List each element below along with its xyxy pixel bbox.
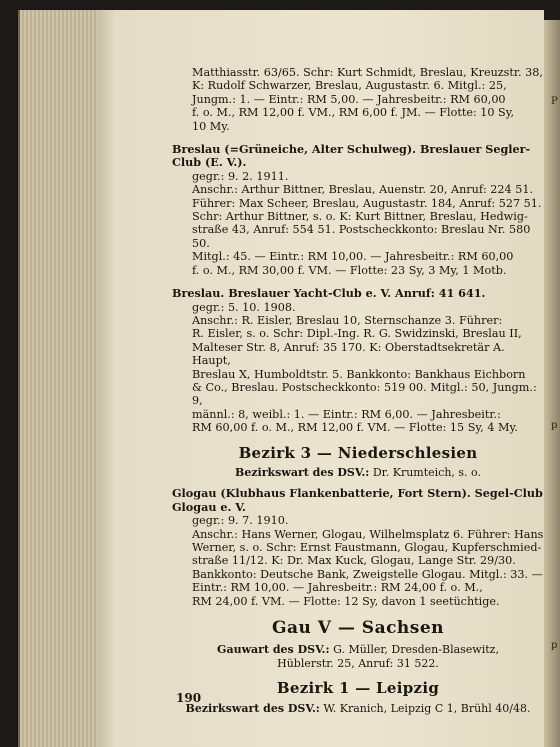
- gau-warden: [172, 643, 544, 670]
- warden-label: Bezirkswart des DSV.:: [235, 465, 370, 479]
- text-line: straße 11/12. K: Dr. Max Kuck, Glogau, Lange Str. 29/30.: [192, 554, 516, 568]
- text-line: RM 60,00 f. o. M., RM 12,00 f. VM. — Flotte: 15 Sy, 4 My.: [192, 421, 518, 435]
- book-page: [98, 10, 544, 747]
- text-line: Schr: Arthur Bittner, s. o. K: Kurt Bittner, Breslau, Hedwig-: [192, 210, 528, 224]
- text-line: Anschr.: Hans Werner, Glogau, Wilhelmsplatz 6. Führer: Hans: [192, 527, 544, 541]
- text-line: Breslau X, Humboldtstr. 5. Bankkonto: Bankhaus Eichborn: [192, 367, 526, 381]
- district-warden: [172, 466, 544, 479]
- facing-page-mark: p: [551, 640, 558, 651]
- text-line: männl.: 8, weibl.: 1. — Eintr.: RM 6,00. — Jahresbeitr.:: [192, 407, 501, 421]
- text-line: Malteser Str. 8, Anruf: 35 170. K: Oberstadtsekretär A. Haupt,: [192, 340, 505, 368]
- text-line: K: Rudolf Schwarzer, Breslau, Augustastr. 6. Mitgl.: 25,: [192, 79, 507, 93]
- entry-heading: Breslau. Breslauer Yacht-Club e. V. Anruf: 41 641.: [172, 286, 486, 301]
- warden-value: Dr. Krumteich, s. o.: [372, 465, 481, 479]
- text-line: Werner, s. o. Schr: Ernst Faustmann, Glogau, Kupferschmied-: [192, 541, 542, 554]
- warden-label: Bezirkswart des DSV.:: [185, 701, 320, 715]
- warden-value: G. Müller, Dresden-Blasewitz,: [333, 643, 499, 657]
- text-line: Mitgl.: 45. — Eintr.: RM 10,00. — Jahresbeitr.: RM 60,00: [192, 250, 514, 264]
- facing-page-edge: [544, 20, 560, 747]
- district-heading: Bezirk 1 — Leipzig: [276, 679, 440, 698]
- entry-breslauer-segler-club: [172, 143, 544, 277]
- text-line: Bankkonto: Deutsche Bank, Zweigstelle Glogau. Mitgl.: 33. —: [192, 567, 543, 581]
- entry-breslauer-yacht-club: [172, 287, 544, 434]
- gau-heading: Gau V — Sachsen: [271, 618, 445, 639]
- text-line: f. o. M., RM 30,00 f. VM. — Flotte: 23 Sy, 3 My, 1 Motb.: [192, 263, 507, 277]
- text-line: Anschr.: R. Eisler, Breslau 10, Sternschanze 3. Führer:: [192, 313, 503, 327]
- text-line: straße 43, Anruf: 554 51. Postscheckkonto: Breslau Nr. 580 50.: [192, 223, 531, 250]
- text-line: Jungm.: 1. — Eintr.: RM 5,00. — Jahresbeitr.: RM 60,00: [192, 92, 506, 106]
- text-line: Eintr.: RM 10,00. — Jahresbeitr.: RM 24,00 f. o. M.,: [192, 581, 483, 595]
- facing-page-mark: p: [551, 420, 558, 431]
- district-heading: Bezirk 3 — Niederschlesien: [238, 443, 478, 462]
- warden-address: Hüblerstr. 25, Anruf: 31 522.: [277, 656, 439, 670]
- entry-heading: Breslau (=Grüneiche, Alter Schulweg). Breslauer Segler-Club (E. V.).: [172, 142, 531, 170]
- entry-continuation: [172, 66, 544, 133]
- entry-heading: Glogau (Klubhaus Flankenbatterie, Fort Stern). Segel-Club Glogau e. V.: [172, 486, 543, 514]
- text-line: Anschr.: Arthur Bittner, Breslau, Auenstr. 20, Anruf: 224 51.: [192, 183, 534, 197]
- district-warden: [172, 702, 544, 715]
- warden-label: Gauwart des DSV.:: [217, 643, 330, 657]
- text-line: Matthiasstr. 63/65. Schr: Kurt Schmidt, Breslau, Kreuzstr. 38,: [192, 66, 543, 79]
- text-line: 10 My.: [192, 119, 230, 133]
- text-line: gegr.: 9. 7. 1910.: [192, 514, 289, 528]
- text-line: & Co., Breslau. Postscheckkonto: 519 00. Mitgl.: 50, Jungm.: 9,: [192, 380, 537, 408]
- text-line: gegr.: 5. 10. 1908.: [192, 300, 296, 314]
- entry-segel-club-glogau: [172, 487, 544, 608]
- text-line: RM 24,00 f. VM. — Flotte: 12 Sy, davon 1 seetüchtige.: [192, 594, 500, 608]
- text-line: R. Eisler, s. o. Schr: Dipl.-Ing. R. G. Swidzinski, Breslau II,: [192, 327, 522, 341]
- text-line: f. o. M., RM 12,00 f. VM., RM 6,00 f. JM. — Flotte: 10 Sy,: [192, 106, 515, 120]
- facing-page-mark: P: [551, 96, 558, 107]
- text-line: Führer: Max Scheer, Breslau, Augustastr. 184, Anruf: 527 51.: [192, 196, 542, 210]
- page-content: [172, 66, 544, 723]
- text-line: gegr.: 9. 2. 1911.: [192, 169, 289, 183]
- warden-value: W. Kranich, Leipzig C 1, Brühl 40/48.: [323, 701, 531, 715]
- page-number: 190: [176, 691, 202, 705]
